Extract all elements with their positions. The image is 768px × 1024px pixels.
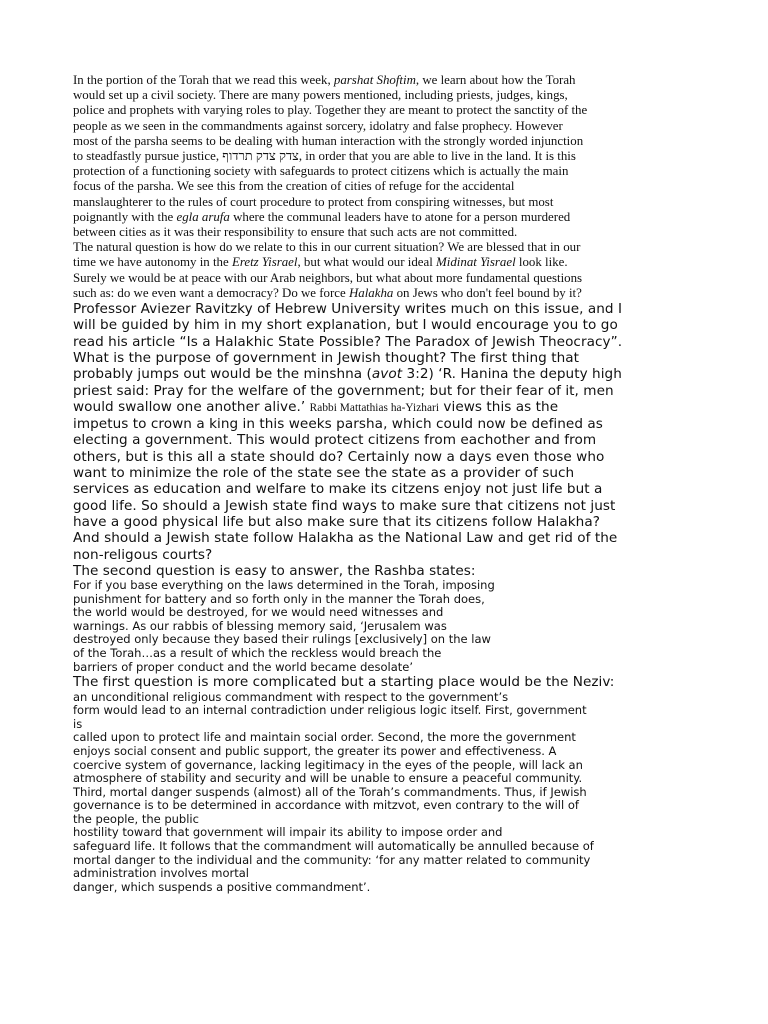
text-line: [73, 366, 723, 382]
quote-line: administration involves mortal: [73, 866, 249, 881]
text-line: [73, 674, 723, 690]
text-run: police and prophets with varying roles to play. Together they are meant to protect the sanctity of the: [73, 103, 588, 118]
text-block: [73, 674, 723, 690]
text-run: protection of a functioning society with safeguards to protect citizens which is actually the main: [73, 164, 569, 179]
text-run: want to minimize the role of the state see the state as a provider of such: [73, 465, 575, 482]
quote-line: destroyed only because they based their rulings [exclusively] on the law: [73, 632, 491, 647]
text-line: [73, 481, 723, 497]
text-run: where the communal leaders have to atone for a person murdered: [229, 209, 571, 224]
quote-line: the world would be destroyed, for we would need witnesses and: [73, 605, 444, 620]
text-line: [73, 416, 723, 432]
text-line: [73, 514, 723, 530]
text-run: , in order that you are able to live in the land. It is this: [298, 149, 576, 164]
quote-rashba: [73, 579, 723, 674]
text-run: have a good physical life but also make sure that its citizens follow Halakha?: [73, 513, 600, 530]
text-line: [73, 317, 723, 333]
quote-line: punishment for battery and so forth only in the manner the Torah does,: [73, 591, 485, 606]
quote-line: the people, the public: [73, 811, 199, 826]
text-block: [73, 579, 723, 674]
text-run: , but what would our ideal: [297, 255, 437, 270]
text-run: priest said: Pray for the welfare of the government; but for their fear of it, men: [73, 382, 614, 399]
text-line: [73, 240, 723, 255]
text-block: [73, 301, 723, 579]
text-run: The natural question is how do we relate to this in our current situation? We are blessed that in our: [73, 240, 581, 255]
quote-line: safeguard life. It follows that the commandment will automatically be annulled because of: [73, 839, 594, 854]
text-run: between cities as it was their responsibility to ensure that such acts are not committed.: [73, 225, 518, 240]
quote-line: danger, which suspends a positive commandment’.: [73, 879, 371, 894]
quote-line: warnings. As our rabbis of blessing memory said, ‘Jerusalem was: [73, 618, 447, 633]
text-block: [73, 73, 723, 240]
text-run: In the portion of the Torah that we read this week,: [73, 73, 334, 87]
text-run: The second question is easy to answer, the Rashba states:: [73, 562, 476, 579]
italic-term: avot: [371, 366, 403, 383]
text-line: [73, 164, 723, 179]
text-run: such as: do we even want a democracy? Do we force: [73, 285, 349, 300]
text-block: [73, 691, 723, 895]
paragraph-natural-question: [73, 240, 723, 301]
italic-term: Halakha: [348, 285, 394, 300]
text-line: [73, 255, 723, 270]
text-line: [73, 286, 723, 301]
text-run: good life. So should a Jewish state find ways to make sure that citizens not just: [73, 497, 616, 514]
text-line: [73, 179, 723, 194]
text-line: [73, 383, 723, 399]
text-line: [73, 530, 723, 546]
text-run: What is the purpose of government in Jewish thought? The first thing that: [73, 349, 580, 366]
quote-line: For if you base everything on the laws determined in the Torah, imposing: [73, 578, 495, 593]
text-run: views this as the: [439, 398, 559, 415]
text-run: manslaughterer to the rules of court procedure to protect from conspiring witnesses, but most: [73, 194, 554, 209]
quote-line: enjoys social consent and public support, the greater its power and effectiveness. A: [73, 743, 557, 758]
quote-line: coercive system of governance, lacking legitimacy in the eyes of the people, will lack an: [73, 757, 583, 772]
italic-term: Midinat Yisrael: [436, 255, 516, 270]
text-line: [73, 547, 723, 563]
text-line: [73, 449, 723, 465]
quote-line: Third, mortal danger suspends (almost) all of the Torah’s commandments. Thus, if Jewish: [73, 784, 587, 799]
text-run: non-religous courts?: [73, 546, 213, 563]
italic-term: Eretz Yisrael: [231, 255, 298, 270]
text-run: would swallow one another alive.’: [73, 398, 310, 415]
text-line: [73, 119, 723, 134]
quote-line: an unconditional religious commandment with respect to the government’s: [73, 689, 509, 704]
text-run: probably jumps out would be the minshna (: [73, 366, 372, 383]
text-run: , we learn about how the Torah: [415, 73, 576, 87]
text-run: services as education and welfare to make its citzens enjoy not just life but a: [73, 481, 603, 498]
text-line: [73, 149, 723, 164]
text-line: [73, 73, 723, 88]
text-line: [73, 195, 723, 210]
text-line: [73, 563, 723, 579]
quote-line: governance is to be determined in accordance with mitzvot, even contrary to the will of: [73, 798, 579, 813]
text-run: electing a government. This would protect citizens from eachother and from: [73, 432, 597, 449]
text-run: Surely we would be at peace with our Arab neighbors, but what about more fundamental questions: [73, 270, 583, 285]
text-line: [73, 301, 723, 317]
paragraph-torah-portion: [73, 73, 723, 240]
text-run: focus of the parsha. We see this from the creation of cities of refuge for the accidental: [73, 179, 515, 194]
quote-line: barriers of proper conduct and the world became desolate’: [73, 659, 413, 674]
italic-term: egla arufa: [176, 209, 230, 224]
quote-line: form would lead to an internal contradiction under religious logic itself. First, government: [73, 703, 587, 718]
quote-line: is: [73, 716, 83, 731]
text-line: [73, 88, 723, 103]
text-run: look like.: [515, 255, 568, 270]
paragraph-ravitzky: [73, 301, 723, 579]
text-line: [73, 271, 723, 286]
quote-line: atmosphere of stability and security and will be unable to ensure a peaceful community.: [73, 771, 583, 786]
text-line: [73, 465, 723, 481]
document-page: [73, 73, 723, 894]
text-run: time we have autonomy in the: [73, 255, 232, 270]
text-line: [73, 134, 723, 149]
text-run: Rabbi Mattathias ha-Yizhari: [309, 401, 440, 414]
hebrew-phrase: צדק צדק תרדוף: [222, 149, 299, 164]
text-run: on Jews who don't feel bound by it?: [393, 285, 582, 300]
quote-line: called upon to protect life and maintain social order. Second, the more the government: [73, 730, 576, 745]
text-run: read his article “Is a Halakhic State Possible? The Paradox of Jewish Theocracy”.: [73, 333, 623, 350]
text-line: [73, 210, 723, 225]
quote-line: mortal danger to the individual and the community: ‘for any matter related to community: [73, 852, 591, 867]
text-line: [73, 432, 723, 448]
quote-neziv: [73, 691, 723, 895]
text-run: impetus to crown a king in this weeks parsha, which could now be defined as: [73, 416, 603, 433]
text-run: poignantly with the: [73, 209, 177, 224]
text-run: 3:2) ‘R. Hanina the deputy high: [402, 366, 622, 383]
text-run: people as we seen in the commandments against sorcery, idolatry and false prophecy. However: [73, 118, 563, 133]
text-run: The first question is more complicated but a starting place would be the Neziv:: [73, 674, 615, 691]
text-run: And should a Jewish state follow Halakha as the National Law and get rid of the: [73, 530, 618, 547]
text-run: most of the parsha seems to be dealing with human interaction with the strongly worded injunction: [73, 133, 584, 148]
text-line: [73, 399, 723, 416]
text-block: [73, 240, 723, 301]
text-line: [73, 103, 723, 118]
text-line: [73, 498, 723, 514]
text-line: [73, 350, 723, 366]
text-line: [73, 334, 723, 350]
text-run: to steadfastly pursue justice,: [73, 149, 223, 164]
quote-line: of the Torah…as a result of which the reckless would breach the: [73, 646, 442, 661]
text-run: others, but is this all a state should do? Certainly now a days even those who: [73, 448, 605, 465]
text-run: Professor Aviezer Ravitzky of Hebrew University writes much on this issue, and I: [73, 301, 623, 318]
text-run: would set up a civil society. There are many powers mentioned, including priests, judges, kings,: [73, 88, 568, 103]
paragraph-neziv-intro: [73, 674, 723, 690]
text-run: will be guided by him in my short explanation, but I would encourage you to go: [73, 317, 618, 334]
text-line: [73, 225, 723, 240]
italic-term: parshat Shoftim: [333, 73, 416, 87]
quote-line: hostility toward that government will impair its ability to impose order and: [73, 825, 503, 840]
